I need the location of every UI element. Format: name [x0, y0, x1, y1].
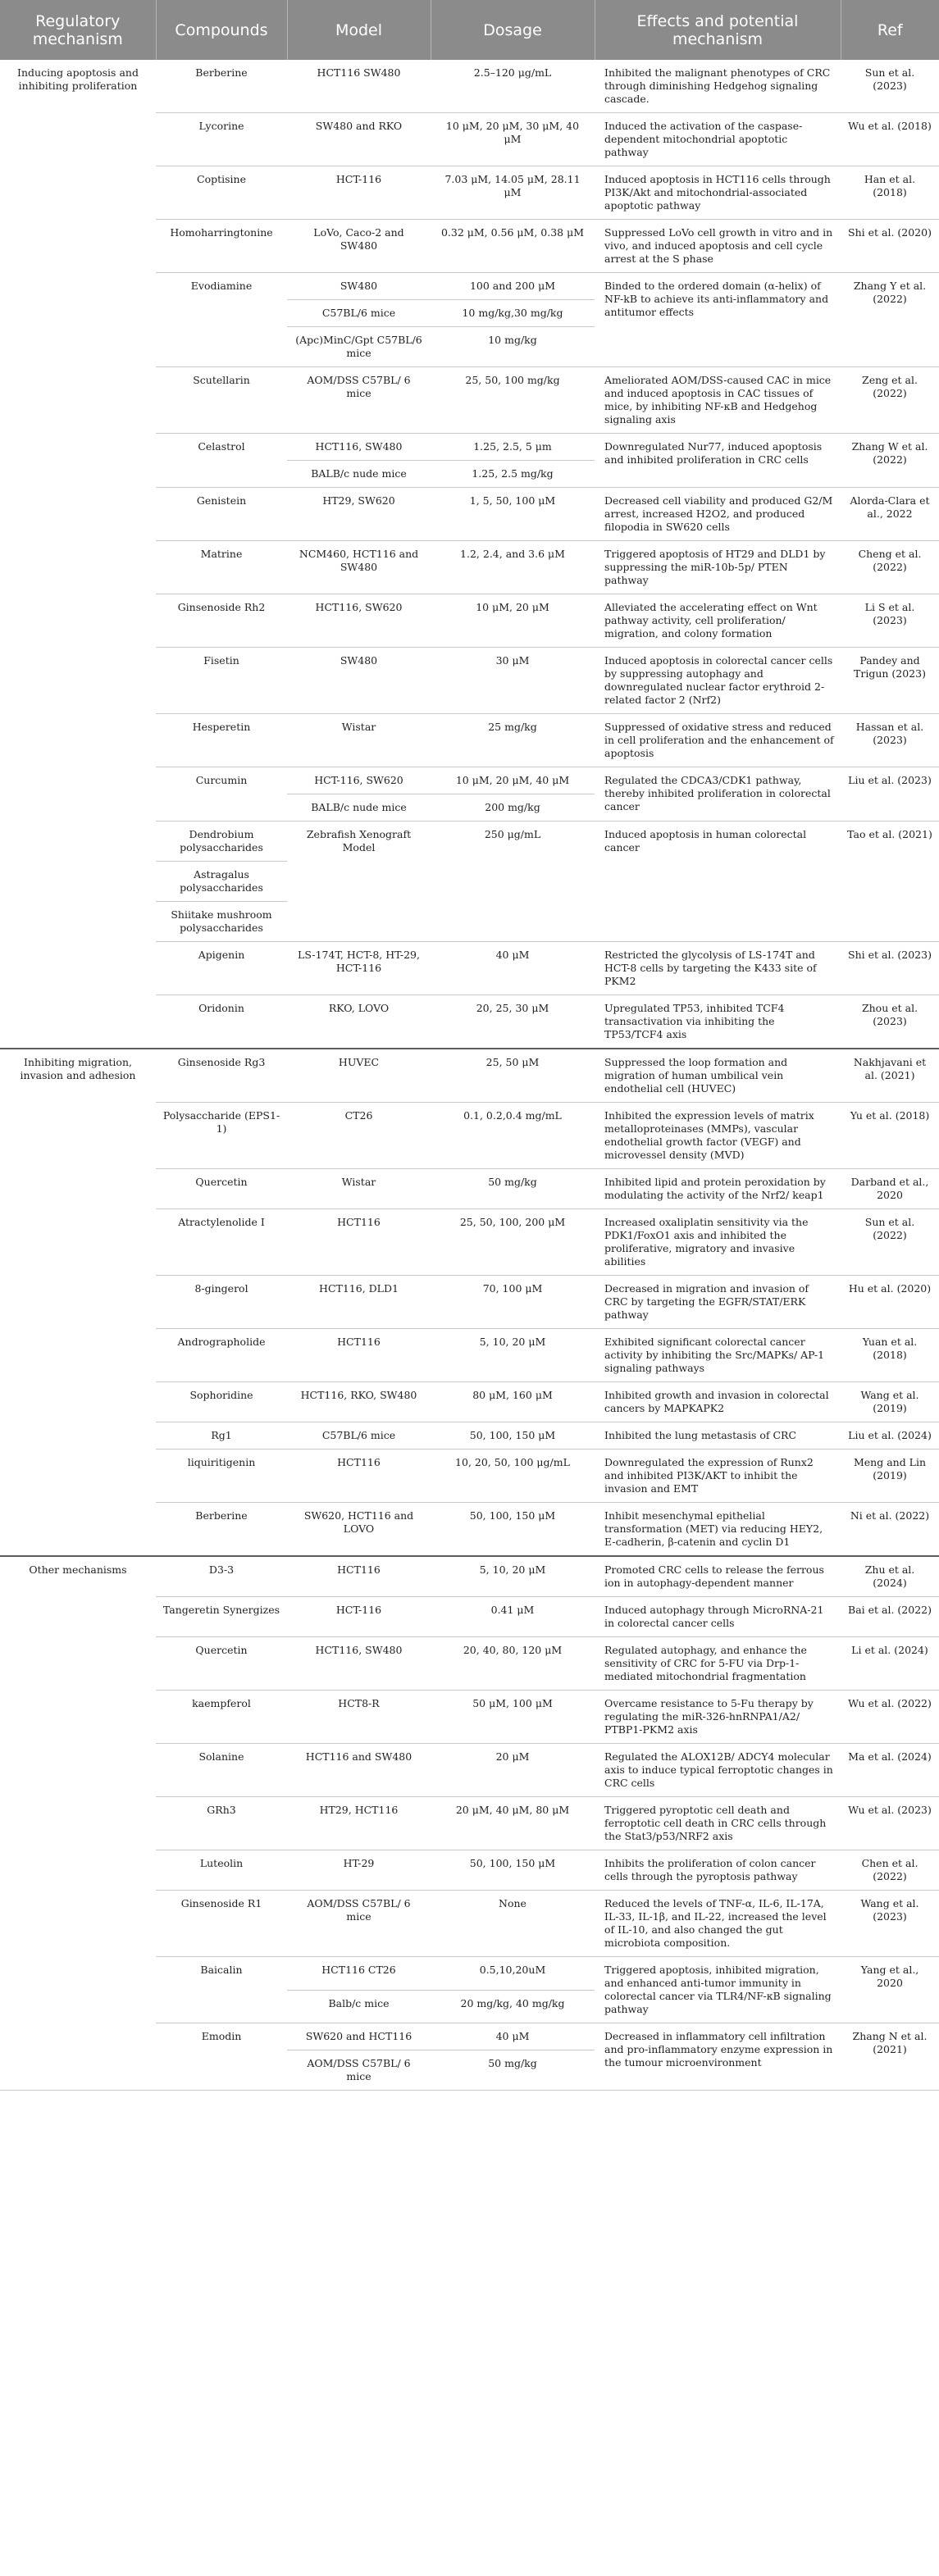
effect-cell: Upregulated TP53, inhibited TCF4 transactivation via inhibiting the TP53/TCF4 axis — [595, 995, 841, 1049]
dosage-cell: 1.25, 2.5, 5 μm — [431, 434, 595, 461]
compound-cell: Homoharringtonine — [156, 220, 287, 273]
model-cell: HCT116, SW480 — [287, 1637, 431, 1691]
model-cell: SW480 — [287, 273, 431, 300]
effect-cell: Triggered pyroptotic cell death and ferroptotic cell death in CRC cells through the Stat3/p53/NRF2 axis — [595, 1797, 841, 1850]
compound-cell: Celastrol — [156, 434, 287, 488]
compound-cell: kaempferol — [156, 1691, 287, 1744]
model-cell: LoVo, Caco-2 and SW480 — [287, 220, 431, 273]
ref-cell: Darband et al., 2020 — [841, 1169, 939, 1209]
dosage-cell: 100 and 200 μM — [431, 273, 595, 300]
header-ref: Ref — [841, 0, 939, 60]
compound-cell: Quercetin — [156, 1637, 287, 1691]
dosage-cell: 25, 50, 100 mg/kg — [431, 367, 595, 434]
compound-cell: Quercetin — [156, 1169, 287, 1209]
model-cell: HT-29 — [287, 1850, 431, 1891]
compound-cell: Andrographolide — [156, 1329, 287, 1382]
effect-cell: Ameliorated AOM/DSS-caused CAC in mice and induced apoptosis in CAC tissues of mice, by inhibiting NF-κB and Hedgehog signaling axis — [595, 367, 841, 434]
ref-cell: Bai et al. (2022) — [841, 1597, 939, 1637]
compound-cell: Shiitake mushroom polysaccharides — [156, 902, 287, 942]
compound-cell: Evodiamine — [156, 273, 287, 367]
dosage-cell: 70, 100 μM — [431, 1276, 595, 1329]
ref-cell: Sun et al. (2023) — [841, 60, 939, 113]
dosage-cell: 250 μg/mL — [431, 821, 595, 942]
model-cell: Zebrafish Xenograft Model — [287, 821, 431, 942]
dosage-cell: 50 mg/kg — [431, 2050, 595, 2091]
compound-cell: Fisetin — [156, 648, 287, 714]
dosage-cell: 30 μM — [431, 648, 595, 714]
model-cell: Balb/c mice — [287, 1990, 431, 2023]
effect-cell: Decreased in migration and invasion of CRC by targeting the EGFR/STAT/ERK pathway — [595, 1276, 841, 1329]
model-cell: BALB/c nude mice — [287, 461, 431, 488]
dosage-cell: 10, 20, 50, 100 μg/mL — [431, 1450, 595, 1503]
ref-cell: Wu et al. (2022) — [841, 1691, 939, 1744]
dosage-cell: 10 mg/kg — [431, 327, 595, 367]
dosage-cell: 50, 100, 150 μM — [431, 1422, 595, 1450]
dosage-cell: 40 μM — [431, 2023, 595, 2050]
ref-cell: Zhang W et al. (2022) — [841, 434, 939, 488]
model-cell: HCT116, RKO, SW480 — [287, 1382, 431, 1422]
dosage-cell: 200 mg/kg — [431, 794, 595, 821]
compound-cell: Genistein — [156, 488, 287, 541]
header-compounds: Compounds — [156, 0, 287, 60]
compound-cell: Matrine — [156, 541, 287, 594]
model-cell: C57BL/6 mice — [287, 300, 431, 327]
table-row — [0, 1049, 939, 1103]
effect-cell: Exhibited significant colorectal cancer activity by inhibiting the Src/MAPKs/ AP-1 signaling pathways — [595, 1329, 841, 1382]
dosage-cell: 80 μM, 160 μM — [431, 1382, 595, 1422]
ref-cell: Hassan et al. (2023) — [841, 714, 939, 767]
model-cell: HCT116 — [287, 1450, 431, 1503]
compound-cell: Ginsenoside Rh2 — [156, 594, 287, 648]
compound-cell: Hesperetin — [156, 714, 287, 767]
dosage-cell: 50, 100, 150 μM — [431, 1850, 595, 1891]
effect-cell: Induced autophagy through MicroRNA-21 in colorectal cancer cells — [595, 1597, 841, 1637]
compound-cell: Baicalin — [156, 1957, 287, 2023]
dosage-cell: 50 μM, 100 μM — [431, 1691, 595, 1744]
ref-cell: Nakhjavani et al. (2021) — [841, 1049, 939, 1103]
compound-cell: 8-gingerol — [156, 1276, 287, 1329]
effect-cell: Alleviated the accelerating effect on Wnt pathway activity, cell proliferation/ migration, and colony formation — [595, 594, 841, 648]
effect-cell: Downregulated Nur77, induced apoptosis and inhibited proliferation in CRC cells — [595, 434, 841, 488]
ref-cell: Zeng et al. (2022) — [841, 367, 939, 434]
model-cell: HCT-116 — [287, 1597, 431, 1637]
dosage-cell: 40 μM — [431, 942, 595, 995]
effect-cell: Inhibited the lung metastasis of CRC — [595, 1422, 841, 1450]
dosage-cell: 5, 10, 20 μM — [431, 1556, 595, 1597]
ref-cell: Sun et al. (2022) — [841, 1209, 939, 1276]
table-body — [0, 60, 939, 2091]
compound-cell: Apigenin — [156, 942, 287, 995]
model-cell: HUVEC — [287, 1049, 431, 1103]
ref-cell: Wang et al. (2019) — [841, 1382, 939, 1422]
dosage-cell: 25 mg/kg — [431, 714, 595, 767]
dosage-cell: 0.1, 0.2,0.4 mg/mL — [431, 1103, 595, 1169]
dosage-cell: 1.2, 2.4, and 3.6 μM — [431, 541, 595, 594]
compound-cell: liquiritigenin — [156, 1450, 287, 1503]
compound-cell: Sophoridine — [156, 1382, 287, 1422]
compound-cell: Berberine — [156, 1503, 287, 1557]
compound-cell: Solanine — [156, 1744, 287, 1797]
ref-cell: Wu et al. (2023) — [841, 1797, 939, 1850]
ref-cell: Han et al. (2018) — [841, 166, 939, 220]
model-cell: NCM460, HCT116 and SW480 — [287, 541, 431, 594]
ref-cell: Pandey and Trigun (2023) — [841, 648, 939, 714]
table-row — [0, 60, 939, 113]
model-cell: HT29, HCT116 — [287, 1797, 431, 1850]
dosage-cell: 2.5–120 μg/mL — [431, 60, 595, 113]
effect-cell: Decreased cell viability and produced G2/M arrest, increased H2O2, and produced filopodia in SW620 cells — [595, 488, 841, 541]
effect-cell: Induced apoptosis in colorectal cancer cells by suppressing autophagy and downregulated nuclear factor erythroid 2-related factor 2 (Nrf2) — [595, 648, 841, 714]
dosage-cell: 10 μM, 20 μM, 40 μM — [431, 767, 595, 794]
compound-cell: Dendrobium polysaccharides — [156, 821, 287, 862]
ref-cell: Wu et al. (2018) — [841, 113, 939, 166]
ref-cell: Yang et al., 2020 — [841, 1957, 939, 2023]
header-dosage: Dosage — [431, 0, 595, 60]
model-cell: Wistar — [287, 714, 431, 767]
ref-cell: Ni et al. (2022) — [841, 1503, 939, 1557]
model-cell: HCT-116 — [287, 166, 431, 220]
dosage-cell: 5, 10, 20 μM — [431, 1329, 595, 1382]
compound-cell: Atractylenolide I — [156, 1209, 287, 1276]
effect-cell: Induced apoptosis in HCT116 cells through PI3K/Akt and mitochondrial-associated apoptotic pathway — [595, 166, 841, 220]
compound-cell: Rg1 — [156, 1422, 287, 1450]
mechanism-cell: Other mechanisms — [0, 1556, 156, 2091]
model-cell: HT29, SW620 — [287, 488, 431, 541]
model-cell: HCT116 — [287, 1209, 431, 1276]
model-cell: HCT116 — [287, 1329, 431, 1382]
model-cell: AOM/DSS C57BL/ 6 mice — [287, 2050, 431, 2091]
compound-cell: Curcumin — [156, 767, 287, 821]
ref-cell: Wang et al. (2023) — [841, 1891, 939, 1957]
dosage-cell: 7.03 μM, 14.05 μM, 28.11 μM — [431, 166, 595, 220]
model-cell: HCT116, SW620 — [287, 594, 431, 648]
effect-cell: Inhibited the expression levels of matrix metalloproteinases (MMPs), vascular endothelial growth factor (VEGF) and microvessel density (MVD) — [595, 1103, 841, 1169]
ref-cell: Liu et al. (2023) — [841, 767, 939, 821]
ref-cell: Li et al. (2024) — [841, 1637, 939, 1691]
model-cell: HCT-116, SW620 — [287, 767, 431, 794]
model-cell: HCT116, DLD1 — [287, 1276, 431, 1329]
effect-cell: Inhibited lipid and protein peroxidation by modulating the activity of the Nrf2/ keap1 — [595, 1169, 841, 1209]
effect-cell: Increased oxaliplatin sensitivity via the PDK1/FoxO1 axis and inhibited the proliferative, migratory and invasive abilities — [595, 1209, 841, 1276]
effect-cell: Inhibited the malignant phenotypes of CRC through diminishing Hedgehog signaling cascade. — [595, 60, 841, 113]
compound-cell: Ginsenoside R1 — [156, 1891, 287, 1957]
model-cell: HCT116 and SW480 — [287, 1744, 431, 1797]
compound-cell: Berberine — [156, 60, 287, 113]
model-cell: C57BL/6 mice — [287, 1422, 431, 1450]
header-model: Model — [287, 0, 431, 60]
compound-cell: Tangeretin Synergizes — [156, 1597, 287, 1637]
model-cell: CT26 — [287, 1103, 431, 1169]
compound-cell: Coptisine — [156, 166, 287, 220]
ref-cell: Tao et al. (2021) — [841, 821, 939, 942]
effect-cell: Inhibits the proliferation of colon cancer cells through the pyroptosis pathway — [595, 1850, 841, 1891]
effect-cell: Binded to the ordered domain (α-helix) of NF-kB to achieve its anti-inflammatory and antitumor effects — [595, 273, 841, 367]
dosage-cell: 0.5,10,20uM — [431, 1957, 595, 1991]
model-cell: HCT8-R — [287, 1691, 431, 1744]
effect-cell: Triggered apoptosis of HT29 and DLD1 by suppressing the miR-10b-5p/ PTEN pathway — [595, 541, 841, 594]
compound-cell: GRh3 — [156, 1797, 287, 1850]
ref-cell: Ma et al. (2024) — [841, 1744, 939, 1797]
model-cell: HCT116 CT26 — [287, 1957, 431, 1991]
ref-cell: Zhu et al. (2024) — [841, 1556, 939, 1597]
effect-cell: Overcame resistance to 5-Fu therapy by regulating the miR-326-hnRNPA1/A2/ PTBP1-PKM2 axis — [595, 1691, 841, 1744]
effect-cell: Suppressed LoVo cell growth in vitro and in vivo, and induced apoptosis and cell cycle arrest at the S phase — [595, 220, 841, 273]
effect-cell: Inhibit mesenchymal epithelial transformation (MET) via reducing HEY2, E-cadherin, β-catenin and cyclin D1 — [595, 1503, 841, 1557]
dosage-cell: 1.25, 2.5 mg/kg — [431, 461, 595, 488]
dosage-cell: 20, 25, 30 μM — [431, 995, 595, 1049]
ref-cell: Yu et al. (2018) — [841, 1103, 939, 1169]
effect-cell: Restricted the glycolysis of LS-174T and HCT-8 cells by targeting the K433 site of PKM2 — [595, 942, 841, 995]
effect-cell: Decreased in inflammatory cell infiltration and pro-inflammatory enzyme expression in the tumour microenvironment — [595, 2023, 841, 2091]
model-cell: Wistar — [287, 1169, 431, 1209]
dosage-cell: 10 μM, 20 μM — [431, 594, 595, 648]
model-cell: SW480 — [287, 648, 431, 714]
compound-cell: Emodin — [156, 2023, 287, 2091]
effect-cell: Reduced the levels of TNF-α, IL-6, IL-17A, IL-33, IL-1β, and IL-22, increased the level of IL-10, and also changed the gut microbiota composition. — [595, 1891, 841, 1957]
compound-cell: D3-3 — [156, 1556, 287, 1597]
compound-cell: Lycorine — [156, 113, 287, 166]
dosage-cell: 50 mg/kg — [431, 1169, 595, 1209]
ref-cell: Liu et al. (2024) — [841, 1422, 939, 1450]
compound-cell: Astragalus polysaccharides — [156, 862, 287, 902]
ref-cell: Yuan et al. (2018) — [841, 1329, 939, 1382]
dosage-cell: 0.41 μM — [431, 1597, 595, 1637]
model-cell: HCT116, SW480 — [287, 434, 431, 461]
header-regulatory-mechanism: Regulatory mechanism — [0, 0, 156, 60]
ref-cell: Li S et al. (2023) — [841, 594, 939, 648]
dosage-cell: 20, 40, 80, 120 μM — [431, 1637, 595, 1691]
model-cell: HCT116 — [287, 1556, 431, 1597]
ref-cell: Chen et al. (2022) — [841, 1850, 939, 1891]
ref-cell: Alorda-Clara et al., 2022 — [841, 488, 939, 541]
ref-cell: Meng and Lin (2019) — [841, 1450, 939, 1503]
dosage-cell: 20 μM, 40 μM, 80 μM — [431, 1797, 595, 1850]
effect-cell: Regulated autophagy, and enhance the sensitivity of CRC for 5-FU via Drp-1-mediated mitochondrial fragmentation — [595, 1637, 841, 1691]
effect-cell: Triggered apoptosis, inhibited migration, and enhanced anti-tumor immunity in colorectal cancer via TLR4/NF-κB signaling pathway — [595, 1957, 841, 2023]
effect-cell: Induced the activation of the caspase-dependent mitochondrial apoptotic pathway — [595, 113, 841, 166]
ref-cell: Shi et al. (2020) — [841, 220, 939, 273]
ref-cell: Zhou et al. (2023) — [841, 995, 939, 1049]
compound-cell: Ginsenoside Rg3 — [156, 1049, 287, 1103]
dosage-cell: 25, 50, 100, 200 μM — [431, 1209, 595, 1276]
mechanism-cell: Inhibiting migration, invasion and adhesion — [0, 1049, 156, 1556]
compound-cell: Luteolin — [156, 1850, 287, 1891]
compound-cell: Oridonin — [156, 995, 287, 1049]
dosage-cell: 20 μM — [431, 1744, 595, 1797]
dosage-cell: 10 μM, 20 μM, 30 μM, 40 μM — [431, 113, 595, 166]
model-cell: BALB/c nude mice — [287, 794, 431, 821]
ref-cell: Zhang Y et al. (2022) — [841, 273, 939, 367]
effect-cell: Regulated the CDCA3/CDK1 pathway, thereby inhibited proliferation in colorectal cancer — [595, 767, 841, 821]
dosage-cell: None — [431, 1891, 595, 1957]
model-cell: HCT116 SW480 — [287, 60, 431, 113]
model-cell: (Apc)MinC/Gpt C57BL/6 mice — [287, 327, 431, 367]
dosage-cell: 10 mg/kg,30 mg/kg — [431, 300, 595, 327]
compound-cell: Polysaccharide (EPS1-1) — [156, 1103, 287, 1169]
table-row — [0, 1556, 939, 1597]
table-header-row — [0, 0, 939, 60]
effect-cell: Induced apoptosis in human colorectal cancer — [595, 821, 841, 942]
dosage-cell: 20 mg/kg, 40 mg/kg — [431, 1990, 595, 2023]
dosage-cell: 50, 100, 150 μM — [431, 1503, 595, 1557]
model-cell: AOM/DSS C57BL/ 6 mice — [287, 1891, 431, 1957]
model-cell: SW620, HCT116 and LOVO — [287, 1503, 431, 1557]
dosage-cell: 25, 50 μM — [431, 1049, 595, 1103]
effect-cell: Suppressed of oxidative stress and reduced in cell proliferation and the enhancement of apoptosis — [595, 714, 841, 767]
effect-cell: Promoted CRC cells to release the ferrous ion in autophagy-dependent manner — [595, 1556, 841, 1597]
ref-cell: Zhang N et al. (2021) — [841, 2023, 939, 2091]
effect-cell: Regulated the ALOX12B/ ADCY4 molecular axis to induce typical ferroptotic changes in CRC cells — [595, 1744, 841, 1797]
effect-cell: Suppressed the loop formation and migration of human umbilical vein endothelial cell (HUVEC) — [595, 1049, 841, 1103]
model-cell: AOM/DSS C57BL/ 6 mice — [287, 367, 431, 434]
header-effects: Effects and potential mechanism — [595, 0, 841, 60]
model-cell: SW620 and HCT116 — [287, 2023, 431, 2050]
model-cell: RKO, LOVO — [287, 995, 431, 1049]
dosage-cell: 0.32 μM, 0.56 μM, 0.38 μM — [431, 220, 595, 273]
ref-cell: Shi et al. (2023) — [841, 942, 939, 995]
model-cell: LS-174T, HCT-8, HT-29, HCT-116 — [287, 942, 431, 995]
mechanism-cell: Inducing apoptosis and inhibiting proliferation — [0, 60, 156, 1049]
dosage-cell: 1, 5, 50, 100 μM — [431, 488, 595, 541]
compound-cell: Scutellarin — [156, 367, 287, 434]
ref-cell: Cheng et al. (2022) — [841, 541, 939, 594]
model-cell: SW480 and RKO — [287, 113, 431, 166]
ref-cell: Hu et al. (2020) — [841, 1276, 939, 1329]
effect-cell: Downregulated the expression of Runx2 and inhibited PI3K/AKT to inhibit the invasion and EMT — [595, 1450, 841, 1503]
effect-cell: Inhibited growth and invasion in colorectal cancers by MAPKAPK2 — [595, 1382, 841, 1422]
